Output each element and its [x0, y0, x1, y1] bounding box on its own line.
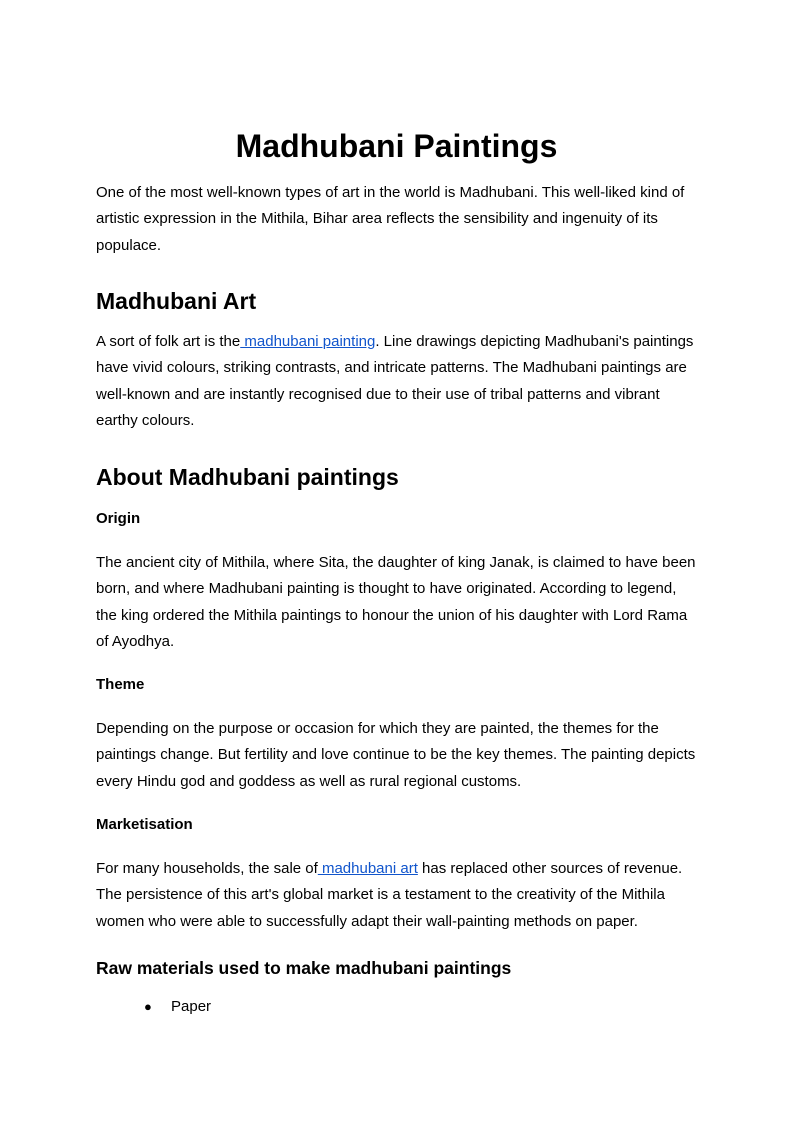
art-text-after: . Line drawings depicting Madhubani's paintings have vivid colours, striking contrasts, and intricate patterns. The Madhubani paintings are well-known and are instantly recognised due to their use of tribal patterns and vibrant earthy colours.	[96, 333, 694, 430]
origin-heading: Origin	[96, 510, 141, 527]
about-madhubani-heading: About Madhubani paintings	[96, 464, 399, 490]
madhubani-painting-link[interactable]: madhubani painting	[240, 333, 376, 350]
bullet-icon: ●	[144, 999, 152, 1014]
marketisation-paragraph	[96, 856, 699, 935]
art-text-before: A sort of folk art is the	[96, 333, 241, 350]
marketisation-heading: Marketisation	[96, 816, 193, 833]
market-text-after: has replaced other sources of revenue. The persistence of this art's global market is a testament to the creativity of the Mithila women who were able to successfully adapt their wall-painting methods on paper.	[96, 860, 683, 930]
raw-materials-heading: Raw materials used to make madhubani paintings	[96, 958, 512, 978]
list-item	[96, 995, 211, 1019]
theme-heading: Theme	[96, 676, 145, 693]
page-title: Madhubani Paintings	[235, 128, 558, 164]
intro-paragraph: One of the most well-known types of art in the world is Madhubani. This well-liked kind of artistic expression in the Mithila, Bihar area reflects the sensibility and ingenuity of its populace.	[96, 184, 685, 254]
raw-materials-list	[96, 995, 211, 1019]
market-text-before: For many households, the sale of	[96, 860, 318, 877]
madhubani-art-heading: Madhubani Art	[96, 288, 257, 314]
madhubani-art-link[interactable]: madhubani art	[317, 860, 418, 877]
origin-paragraph: The ancient city of Mithila, where Sita, the daughter of king Janak, is claimed to have been born, and where Madhubani painting is thought to have originated. According to legend, the king ordered the Mithila paintings to honour the union of his daughter with Lord Rama of Ayodhya.	[96, 554, 696, 651]
theme-paragraph: Depending on the purpose or occasion for which they are painted, the themes for the paintings change. But fertility and love continue to be the key themes. The painting depicts every Hindu god and goddess as well as rural regional customs.	[96, 720, 696, 790]
list-item-label: Paper	[171, 998, 212, 1015]
madhubani-art-paragraph	[96, 329, 699, 435]
